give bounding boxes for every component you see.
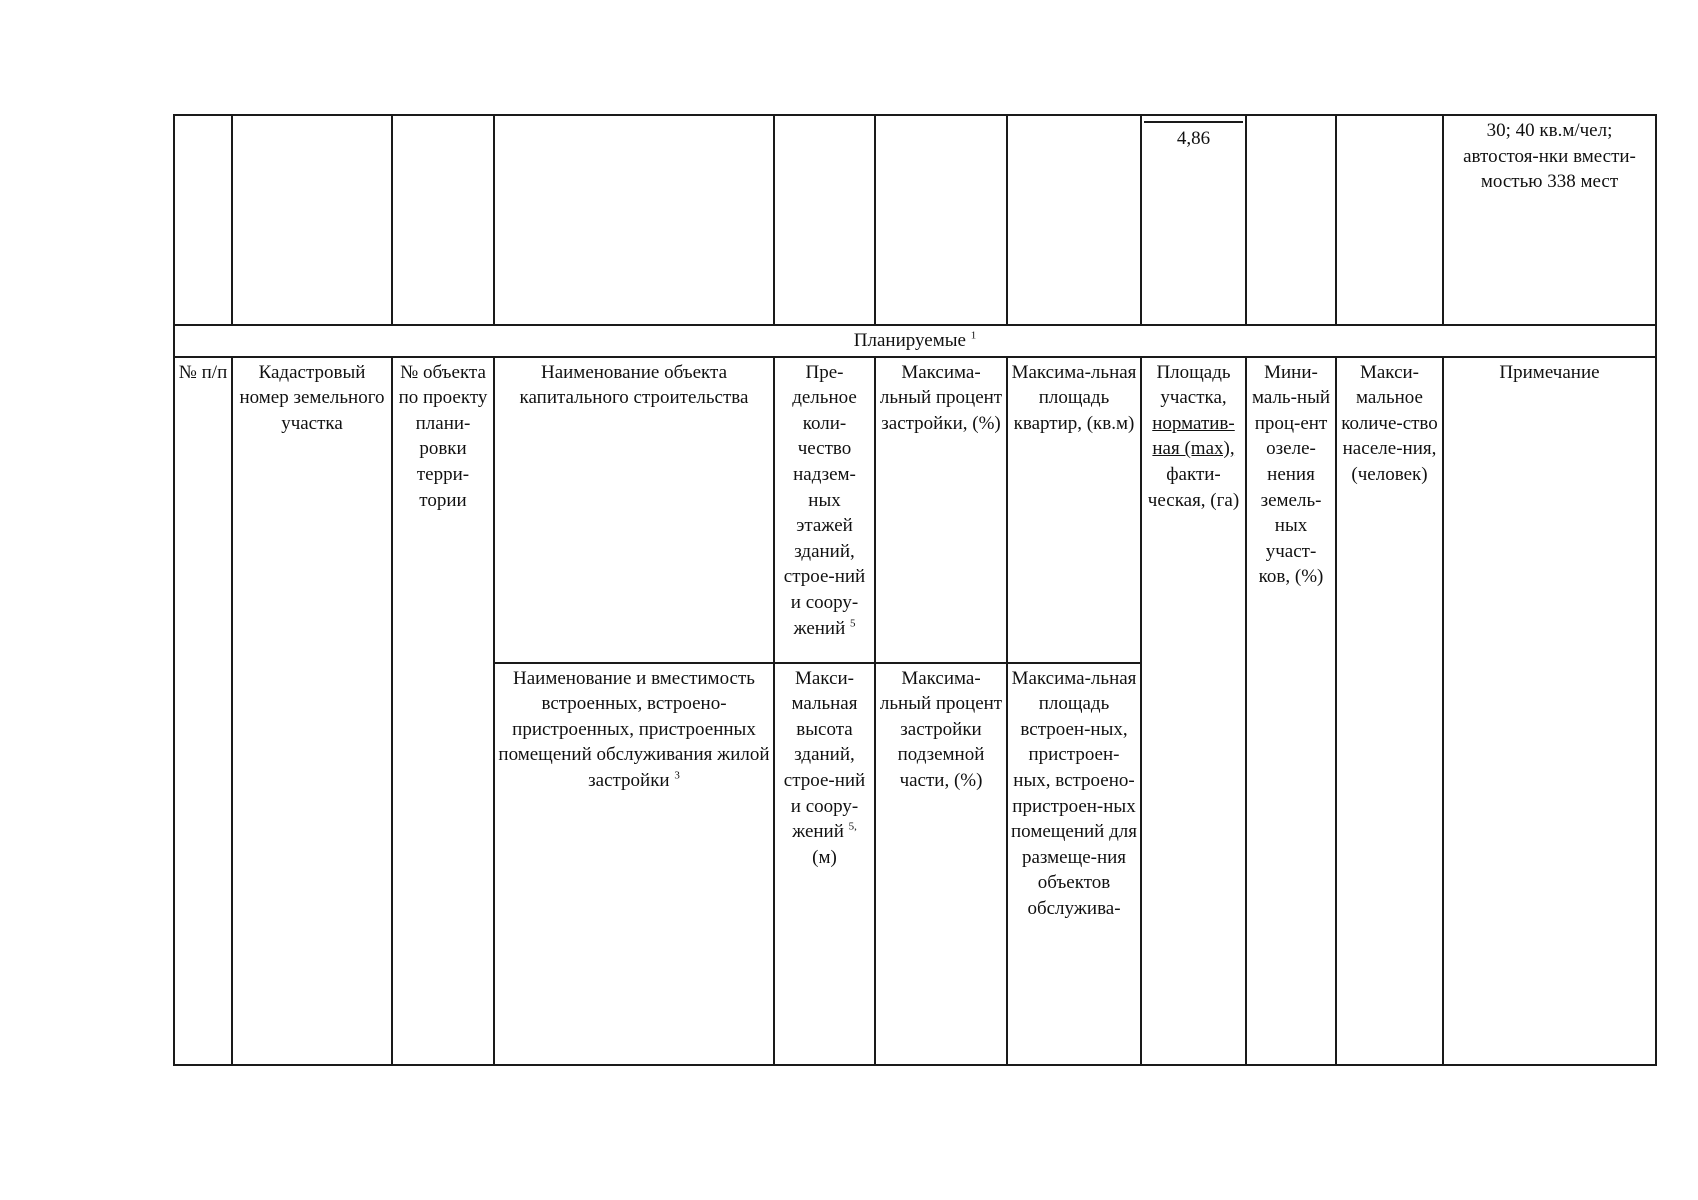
header-max-apartment-area-label: Максима-льная площадь квартир, (кв.м) [1011,361,1137,434]
cell-empty [774,115,875,325]
header-underground-coverage-label: Максима-льный процент застройки подземной части, (%) [879,667,1003,791]
cell-empty [494,115,774,325]
header-object-name [494,357,774,663]
header-builtin-max-area-label: Максима-льная площадь встроен-ных, пристроен-ных, встроено-пристроен-ных помещений для размеще-ния объектов обслужива- [1011,667,1137,919]
header-builtin-premises [494,663,774,1065]
header-builtin-max-area [1007,663,1141,1065]
header-site-area-label: Площадь участка, [1156,361,1231,409]
section-title: Планируемые [853,330,966,351]
header-site-area [1141,357,1246,1065]
header-underground-coverage [875,663,1007,1065]
cell-empty [1336,115,1443,325]
header-max-apartment-area [1007,357,1141,663]
header-num [174,357,232,1065]
planning-parameters-table [173,114,1657,1066]
continuation-row [174,115,1656,325]
header-max-height [774,663,875,1065]
site-area-value: 4,86 [1176,128,1211,149]
header-site-area-actual: факти-ческая, (га) [1147,463,1240,511]
header-floors-footnote: 5 [850,617,856,630]
header-num-label: № п/п [178,361,228,383]
header-site-area-normative: норматив-ная (max), [1152,412,1235,460]
cell-site-area [1141,115,1246,325]
header-builtin-premises-footnote: 3 [674,769,680,782]
header-note [1443,357,1656,1065]
section-footnote: 1 [970,329,977,342]
header-object-num [392,357,494,1065]
header-floors [774,357,875,663]
header-max-coverage [875,357,1007,663]
header-max-height-unit: (м) [812,846,837,868]
header-note-label: Примечание [1499,361,1600,383]
cell-empty [392,115,494,325]
divider-line [1144,121,1243,123]
cell-empty [1246,115,1336,325]
header-min-green-label: Мини-маль-ный проц-ент озеле-нения земель-ных участ-ков, (%) [1251,361,1331,588]
header-floors-label: Пре-дельное коли-чество надзем-ных этажей зданий, строе-ний и соору-жений [783,361,866,639]
header-max-height-footnote: 5, [848,820,857,833]
header-cadastral-label: Кадастровый номер земельного участка [239,361,385,434]
cell-note [1443,115,1656,325]
header-max-coverage-label: Максима-льный процент застройки, (%) [879,361,1003,434]
section-caption-row [174,325,1656,357]
header-min-green [1246,357,1336,1065]
header-cadastral [232,357,392,1065]
header-max-population-label: Макси-мальное количе-ство населе-ния, (человек) [1341,361,1438,485]
cell-empty [1007,115,1141,325]
header-row-1 [174,357,1656,663]
header-object-num-label: № объекта по проекту плани-ровки терри-тории [398,361,488,511]
cell-empty [232,115,392,325]
cell-empty [174,115,232,325]
header-max-height-label: Макси-мальная высота зданий, строе-ний и соору-жений [783,667,866,843]
note-text: 30; 40 кв.м/чел; автостоя-нки вмести-мостью 338 мест [1463,120,1636,193]
header-max-population [1336,357,1443,1065]
header-builtin-premises-label: Наименование и вместимость встроенных, встроено-пристроенных, пристроенных помещений обслуживания жилой застройки [498,667,770,791]
header-object-name-label: Наименование объекта капитального строительства [519,361,749,409]
cell-empty [875,115,1007,325]
section-caption [174,325,1656,357]
